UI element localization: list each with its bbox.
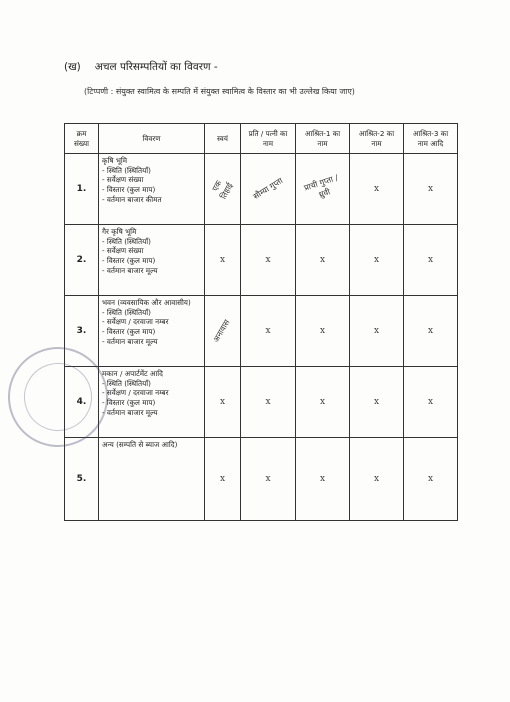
row-item: - वर्तमान बाजार कीमत (102, 194, 162, 204)
table-row (65, 367, 458, 438)
row-item: - विस्तार (कुल माप) (102, 398, 156, 408)
cell-spouse: x (241, 225, 296, 296)
cell-spouse: x (241, 367, 296, 438)
cell-dependent-1: x (296, 296, 350, 367)
cell-dependent-3: x (404, 154, 458, 225)
asset-table (64, 123, 458, 521)
table-header-row (65, 124, 458, 154)
row-item: - विस्तार (कुल माप) (102, 256, 156, 266)
row-details (99, 296, 205, 367)
section-heading (64, 60, 232, 74)
row-item: - स्थिति (स्थितियाँ) (102, 307, 151, 317)
cell-dependent-2: x (350, 296, 404, 367)
cell-self: एक तिहाई (205, 154, 241, 225)
cell-spouse: x (241, 438, 296, 521)
cell-dependent-2: x (350, 438, 404, 521)
table-row (65, 225, 458, 296)
cell-dependent-2: x (350, 225, 404, 296)
row-number: 3. (65, 296, 99, 367)
section-title: अचल परिसम्पतियों का विवरण - (94, 61, 218, 73)
row-number: 2. (65, 225, 99, 296)
cell-spouse: x (241, 296, 296, 367)
cell-self: x (205, 367, 241, 438)
cell-dependent-2: x (350, 154, 404, 225)
row-number: 1. (65, 154, 99, 225)
row-item: - विस्तार (कुल माप) (102, 185, 156, 195)
cell-spouse: सौम्या गुप्ता (241, 154, 296, 225)
row-item: - स्थिति (स्थितियाँ) (102, 378, 151, 388)
cell-dependent-3: x (404, 296, 458, 367)
header-self: स्वयं (205, 124, 241, 154)
row-number: 4. (65, 367, 99, 438)
row-title: गैर कृषि भूमि (102, 227, 137, 236)
row-title: भवन (व्यवसायिक और आवासीय) (102, 298, 191, 307)
row-item: - सर्वेक्षण / दरवाजा नम्बर (102, 317, 169, 327)
header-dependent-3: आश्रित-3 का नाम आदि (404, 124, 458, 154)
row-title: अन्य (सम्पति से ब्याज आदि) (102, 440, 178, 449)
cell-self: x (205, 225, 241, 296)
row-item: - वर्तमान बाजार मूल्य (102, 336, 158, 346)
row-item: - स्थिति (स्थितियाँ) (102, 236, 151, 246)
cell-dependent-1: x (296, 225, 350, 296)
row-title: कृषि भूमि (102, 156, 128, 165)
header-spouse: प्रति / पत्नी का नाम (241, 124, 296, 154)
table-row (65, 296, 458, 367)
header-serial: क्रम संख्या (65, 124, 99, 154)
row-details (99, 154, 205, 225)
cell-dependent-1: x (296, 438, 350, 521)
row-item: - सर्वेक्षण संख्या (102, 175, 144, 185)
row-title: मकान / अपार्टमेंट आदि (102, 369, 163, 378)
cell-dependent-3: x (404, 225, 458, 296)
row-item: - सर्वेक्षण संख्या (102, 246, 144, 256)
cell-dependent-1: x (296, 367, 350, 438)
row-details (99, 225, 205, 296)
cell-self: x (205, 438, 241, 521)
table-row (65, 154, 458, 225)
row-number: 5. (65, 438, 99, 521)
header-dependent-2: आश्रित-2 का नाम (350, 124, 404, 154)
row-details (99, 367, 205, 438)
note-text: (टिप्पणी : संयुक्त स्वामित्व के सम्पति में संयुक्त स्वामित्व के विस्तार का भी उल्लेख किया जाए) (84, 87, 355, 96)
row-item: - विस्तार (कुल माप) (102, 327, 156, 337)
row-item: - वर्तमान बाजार मूल्य (102, 265, 158, 275)
cell-self: अनावास (205, 296, 241, 367)
cell-dependent-3: x (404, 367, 458, 438)
row-item: - वर्तमान बाजार मूल्य (102, 407, 158, 417)
header-details: विवरण (99, 124, 205, 154)
row-item: - सर्वेक्षण / दरवाजा नम्बर (102, 388, 169, 398)
cell-dependent-2: x (350, 367, 404, 438)
table-row (65, 438, 458, 521)
cell-dependent-1: प्राची गुप्ता / ध्रुवी (296, 154, 350, 225)
cell-dependent-3: x (404, 438, 458, 521)
header-dependent-1: आश्रित-1 का नाम (296, 124, 350, 154)
row-details (99, 438, 205, 521)
section-marker: (ख) (64, 61, 81, 73)
row-item: - स्थिति (स्थितियाँ) (102, 165, 151, 175)
